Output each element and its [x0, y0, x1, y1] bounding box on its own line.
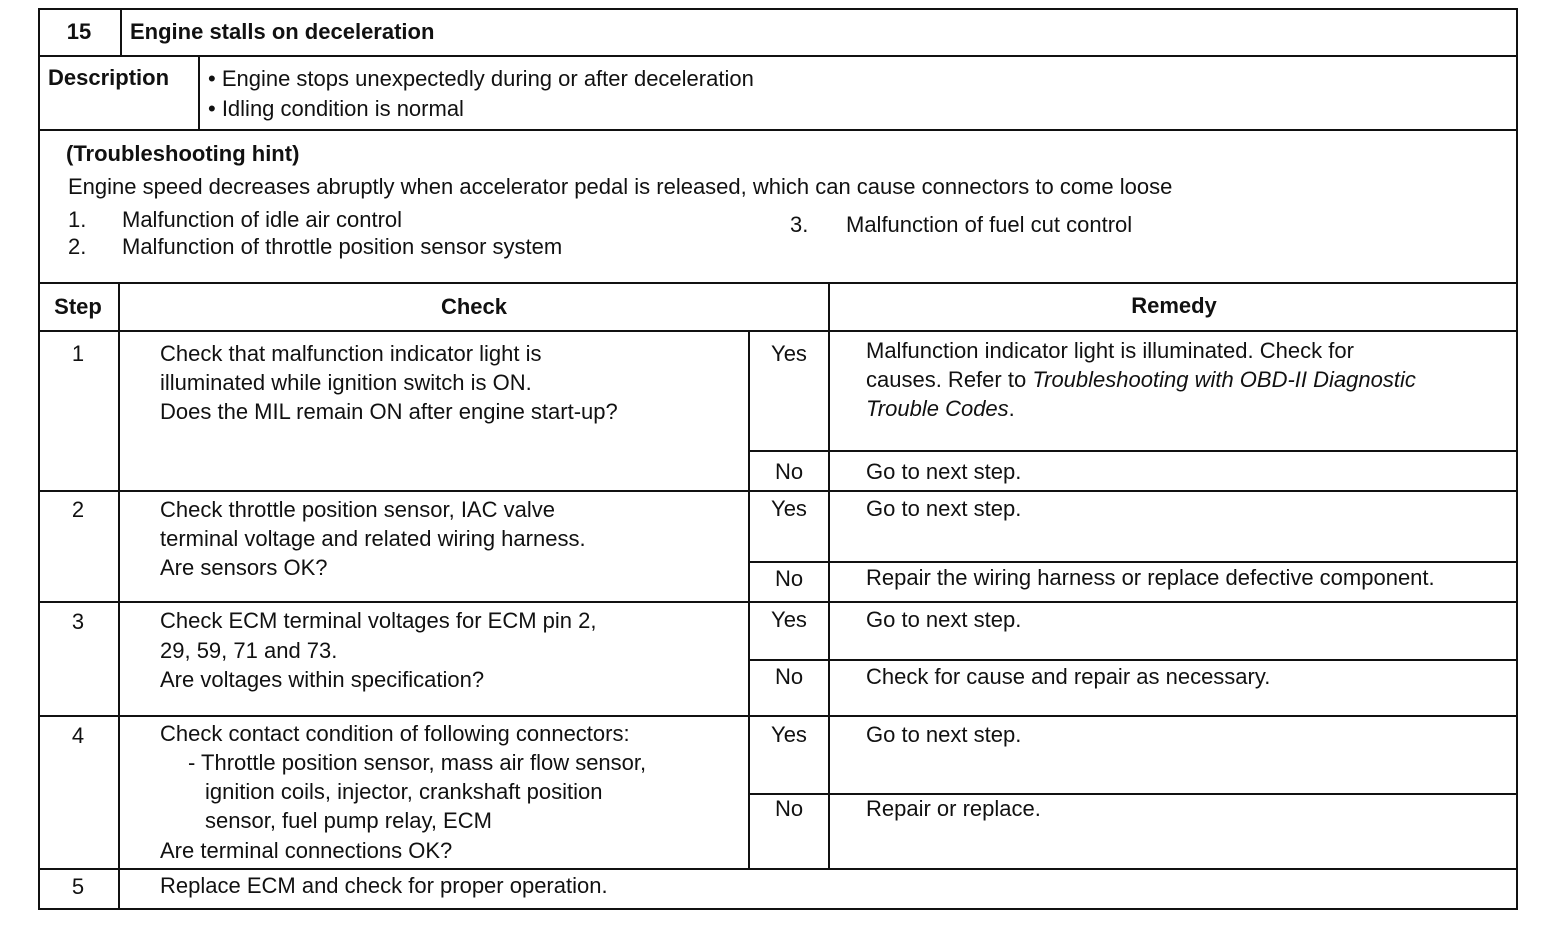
description-bullet: • Idling condition is normal: [208, 96, 464, 121]
column-header-step: Step: [54, 294, 102, 319]
divider: [38, 129, 1518, 131]
column-header-remedy: Remedy: [1131, 293, 1217, 318]
column-header-check: Check: [440, 294, 508, 319]
divider: [748, 659, 1518, 661]
yes-label: Yes: [771, 722, 807, 747]
yes-label: Yes: [771, 496, 807, 521]
check-text: Does the MIL remain ON after engine start-up?: [160, 399, 618, 424]
no-label: No: [774, 664, 804, 689]
border-bottom: [38, 908, 1518, 910]
check-text: 29, 59, 71 and 73.: [160, 638, 338, 663]
hint-item-number: 2.: [68, 234, 87, 259]
check-text: Are sensors OK?: [160, 555, 328, 580]
problem-number: 15: [66, 19, 92, 44]
remedy-text: Go to next step.: [866, 459, 1022, 484]
yes-label: Yes: [771, 607, 807, 632]
description-label: Description: [48, 65, 170, 90]
hint-item-text: Malfunction of throttle position sensor system: [122, 234, 563, 259]
divider: [38, 868, 1518, 870]
no-label: No: [774, 459, 804, 484]
remedy-text: Go to next step.: [866, 496, 1022, 521]
description-bullet: • Engine stops unexpectedly during or after deceleration: [208, 66, 754, 91]
border-left: [38, 8, 40, 910]
remedy-text: Go to next step.: [866, 722, 1022, 747]
step-number: 4: [71, 723, 85, 748]
divider: [38, 282, 1518, 284]
check-text: Check throttle position sensor, IAC valve: [160, 497, 555, 522]
divider: [828, 283, 830, 869]
check-text: Replace ECM and check for proper operation.: [160, 873, 608, 898]
divider: [198, 56, 200, 130]
divider: [748, 793, 1518, 795]
no-label: No: [774, 566, 804, 591]
hint-item-number: 1.: [68, 207, 87, 232]
check-text: sensor, fuel pump relay, ECM: [205, 808, 492, 833]
step-number: 1: [71, 341, 85, 366]
divider: [38, 715, 1518, 717]
hint-title: (Troubleshooting hint): [66, 141, 300, 166]
hint-text: Engine speed decreases abruptly when accelerator pedal is released, which can cause connectors to come loose: [68, 174, 1173, 199]
remedy-text: Go to next step.: [866, 607, 1022, 632]
check-text: illuminated while ignition switch is ON.: [160, 370, 532, 395]
remedy-text: causes. Refer to Troubleshooting with OBD-II Diagnostic: [866, 367, 1416, 392]
remedy-text: Trouble Codes.: [866, 396, 1015, 421]
divider: [748, 331, 750, 869]
check-text: Check ECM terminal voltages for ECM pin 2,: [160, 608, 597, 633]
divider: [38, 490, 1518, 492]
divider: [118, 283, 120, 909]
check-text: Are voltages within specification?: [160, 667, 485, 692]
hint-item-text: Malfunction of idle air control: [122, 207, 403, 232]
no-label: No: [774, 796, 804, 821]
problem-title: Engine stalls on deceleration: [130, 19, 435, 44]
divider: [748, 450, 1518, 452]
remedy-text: Malfunction indicator light is illuminated. Check for: [866, 338, 1354, 363]
remedy-text: Check for cause and repair as necessary.: [866, 664, 1271, 689]
check-text: Check contact condition of following connectors:: [160, 721, 630, 746]
check-text: - Throttle position sensor, mass air flow sensor,: [188, 750, 647, 775]
divider: [38, 601, 1518, 603]
border-right: [1516, 8, 1518, 910]
remedy-text: Repair the wiring harness or replace defective component.: [866, 565, 1435, 590]
check-text: terminal voltage and related wiring harness.: [160, 526, 586, 551]
hint-item-number: 3.: [790, 212, 809, 237]
check-text: ignition coils, injector, crankshaft position: [205, 779, 603, 804]
divider: [38, 55, 1518, 57]
check-text: Check that malfunction indicator light is: [160, 341, 542, 366]
remedy-text: Repair or replace.: [866, 796, 1041, 821]
divider: [38, 330, 1518, 332]
yes-label: Yes: [771, 341, 807, 366]
hint-item-text: Malfunction of fuel cut control: [846, 212, 1133, 237]
border-top: [38, 8, 1518, 10]
step-number: 3: [71, 609, 85, 634]
divider: [120, 8, 122, 56]
step-number: 2: [71, 497, 85, 522]
check-text: Are terminal connections OK?: [160, 838, 453, 863]
step-number: 5: [71, 874, 85, 899]
